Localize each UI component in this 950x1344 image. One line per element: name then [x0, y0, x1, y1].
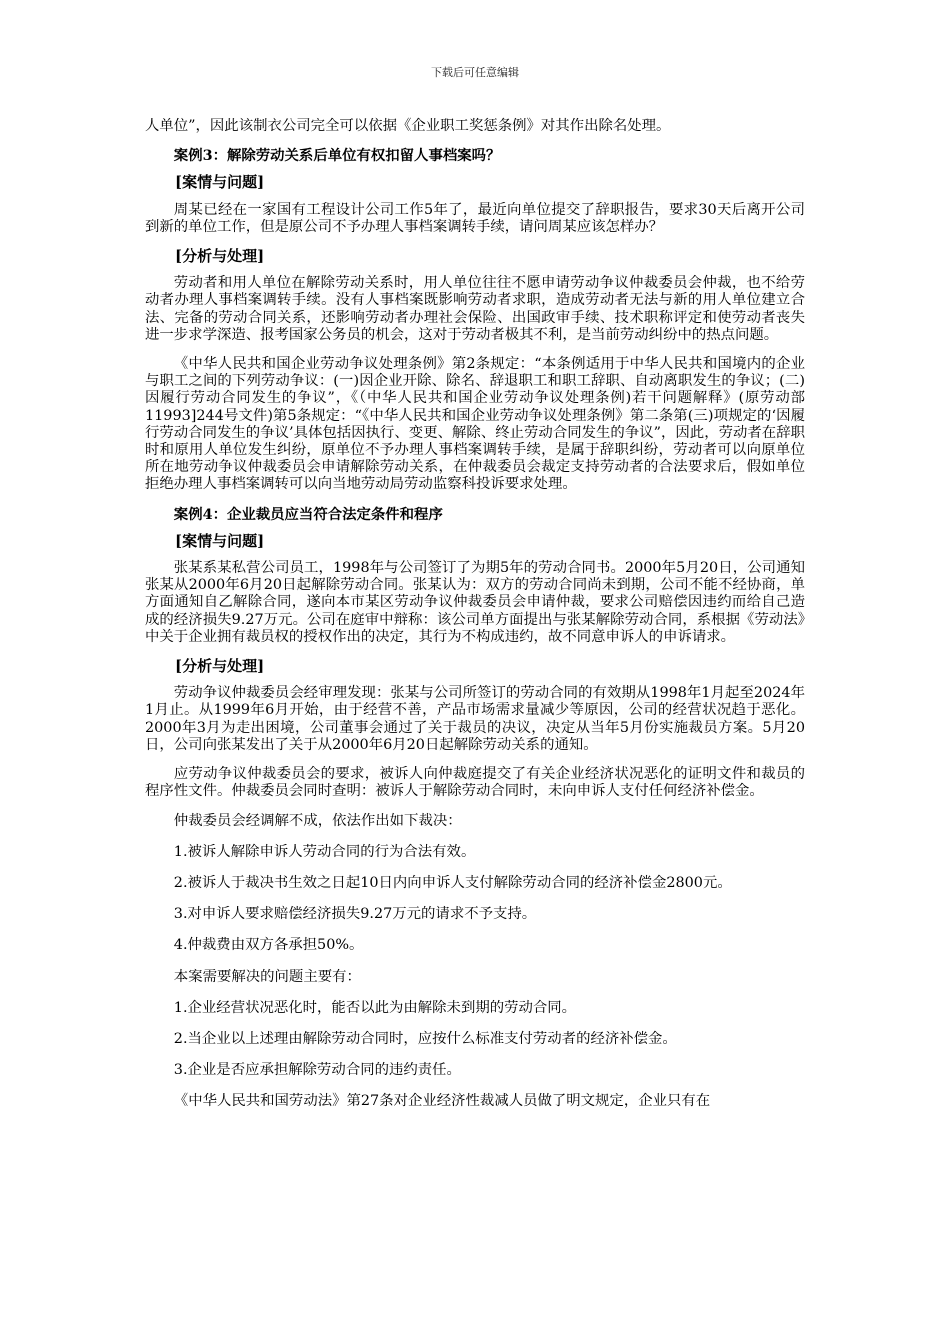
list-item: 4.仲裁费由双方各承担50%。: [173, 937, 364, 954]
section-subheading: [案情与问题]: [175, 531, 265, 550]
list-item: 1.企业经营状况恶化时，能否以此为由解除未到期的劳动合同。: [173, 999, 577, 1016]
list-item: 3.对申诉人要求赔偿经济损失9.27万元的请求不予支持。: [173, 906, 537, 923]
list-item: 1.被诉人解除申诉人劳动合同的行为合法有效。: [173, 843, 476, 860]
list-item: 仲裁委员会经调解不成，依法作出如下裁决：: [173, 812, 462, 829]
paragraph: 劳动者和用人单位在解除劳动关系时，用人单位往往不愿申请劳动争议仲裁委员会仲裁，也不给劳动者办理人事档案调转手续。没有人事档案既影响劳动者求职，造成劳动者无法与新的用人单位建立合法、完备的劳动合同关系，还影响劳动者办理社会保险、出国政审手续、技术职称评定和使劳动者丧失进一步求学深造、报考国家公务员的机会，这对于劳动者极其不利，是当前劳动纠纷中的热点问题。: [145, 275, 805, 343]
case-heading: 案例3：解除劳动关系后单位有权扣留人事档案吗？: [173, 147, 501, 165]
paragraph: 周某已经在一家国有工程设计公司工作5年了，最近向单位提交了辞职报告，要求30天后离开公司到新的单位工作，但是原公司不予办理人事档案调转手续，请问周某应该怎样办？: [145, 201, 805, 235]
document-body: [145, 118, 805, 1125]
list-item: 本案需要解决的问题主要有：: [173, 968, 361, 985]
list-item: 2.被诉人于裁决书生效之日起10日内向申诉人支付解除劳动合同的经济补偿金2800元。: [173, 874, 732, 891]
paragraph: 应劳动争议仲裁委员会的要求，被诉人向仲裁庭提交了有关企业经济状况恶化的证明文件和裁员的程序性文件。仲裁委员会同时查明：被诉人于解除劳动合同时，未向申诉人支付任何经济补偿金。: [145, 766, 805, 800]
section-subheading: [分析与处理]: [175, 657, 265, 676]
paragraph: 人单位”，因此该制衣公司完全可以依据《企业职工奖惩条例》对其作出除名处理。: [145, 118, 671, 134]
list-item: 《中华人民共和国劳动法》第27条对企业经济性裁减人员做了明文规定，企业只有在: [173, 1093, 711, 1110]
case-heading: 案例4：企业裁员应当符合法定条件和程序: [173, 505, 443, 523]
paragraph: 张某系某私营公司员工，1998年与公司签订了为期5年的劳动合同书。2000年5月20日，公司通知张某从2000年6月20日起解除劳动合同。张某认为：双方的劳动合同尚未到期，公司不能不经协商，单方面通知自乙解除合同，遂向本市某区劳动争议仲裁委员会申请仲裁，要求公司赔偿因违约而给自己造成的经济损失9.27万元。公司在庭审中辩称：该公司单方面提出与张某解除劳动合同，系根据《劳动法》中关于企业拥有裁员权的授权作出的决定，其行为不构成违约，故不同意申诉人的申诉请求。: [145, 560, 805, 645]
section-subheading: [分析与处理]: [175, 247, 265, 266]
paragraph: 《中华人民共和国企业劳动争议处理条例》第2条规定：“本条例适用于中华人民共和国境内的企业与职工之间的下列劳动争议：(一)因企业开除、除名、辞退职工和职工辞职、自动离职发生的争议；(二)因履行劳动合同发生的争议”，《（中华人民共和国企业劳动争议处理条例)若干问题解释》(原劳动部11993]244号文件)第5条规定：“《中华人民共和国企业劳动争议处理条例》第二条第(三)项规定的‘因履行劳动合同发生的争议’具体包括因执行、变更、解除、终止劳动合同发生的争议”，因此，劳动者在辞职时和原用人单位发生纠纷，原单位不予办理人事档案调转手续，是属于辞职纠纷，劳动者可以向原单位所在地劳动争议仲裁委员会申请解除劳动关系，在仲裁委员会裁定支持劳动者的合法要求后，假如单位拒绝办理人事档案调转可以向当地劳动局劳动监察科投诉要求处理。: [145, 356, 805, 493]
page-header: 下载后可任意编辑: [431, 66, 519, 79]
list-item: 2.当企业以上述理由解除劳动合同时，应按什么标准支付劳动者的经济补偿金。: [173, 1030, 677, 1047]
paragraph: 劳动争议仲裁委员会经审理发现：张某与公司所签订的劳动合同的有效期从1998年1月起至2024年1月止。从1999年6月开始，由于经营不善，产品市场需求量减少等原因，公司的经营状况趋于恶化。2000年3月为走出困境，公司董事会通过了关于裁员的决议，决定从当年5月份实施裁员方案。5月20日，公司向张某发出了关于从2000年6月20日起解除劳动关系的通知。: [145, 685, 805, 753]
section-subheading: [案情与问题]: [175, 173, 265, 192]
list-item: 3.企业是否应承担解除劳动合同的违约责任。: [173, 1062, 461, 1079]
